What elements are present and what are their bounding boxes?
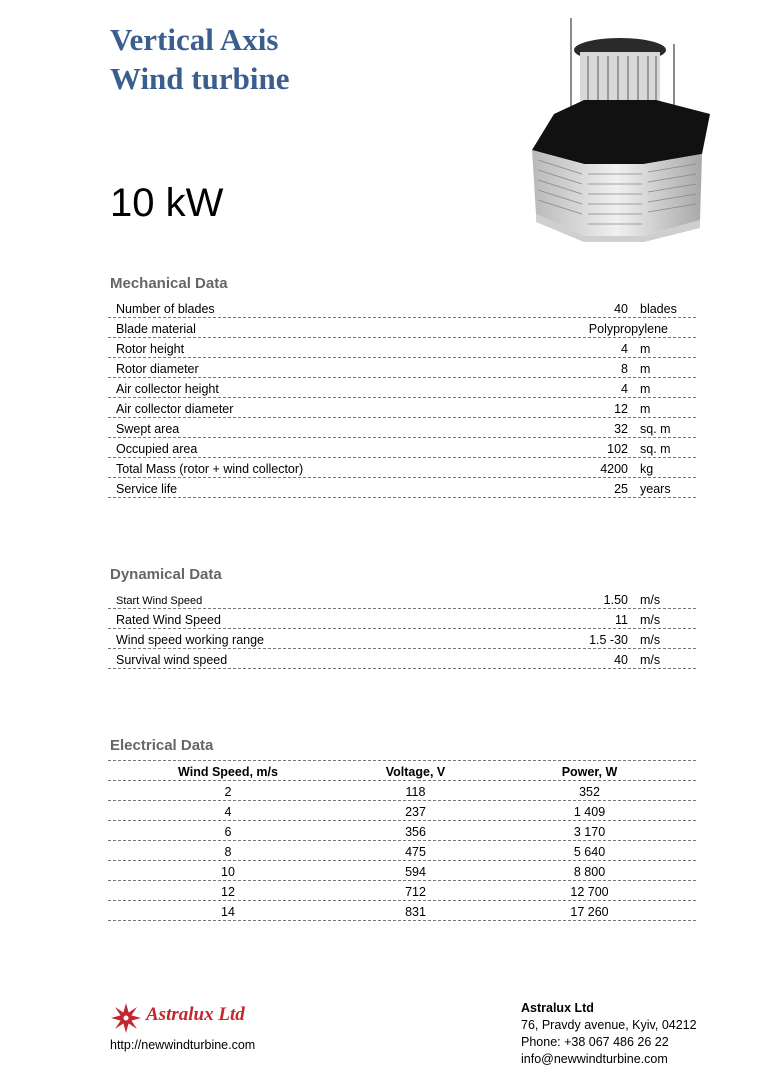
cell-voltage: 356 — [405, 825, 426, 839]
header-wind-speed: Wind Speed, m/s — [178, 765, 278, 779]
row-unit: m — [640, 362, 651, 376]
row-label: Blade material — [116, 322, 196, 336]
row-label: Number of blades — [116, 302, 215, 316]
table-row — [108, 318, 696, 338]
table-row — [108, 609, 696, 629]
row-label: Rated Wind Speed — [116, 613, 221, 627]
cell-wind-speed: 2 — [224, 785, 232, 799]
row-unit: m — [640, 382, 651, 396]
cell-voltage: 475 — [405, 845, 426, 859]
cell-wind-speed: 6 — [224, 825, 232, 839]
website-link[interactable]: http://newwindturbine.com — [110, 1038, 256, 1052]
table-row — [108, 438, 696, 458]
row-label: Rotor diameter — [116, 362, 199, 376]
electrical-title: Electrical Data — [110, 737, 214, 754]
row-label: Occupied area — [116, 442, 198, 456]
row-label: Start Wind Speed — [116, 595, 203, 607]
row-unit: m — [640, 342, 651, 356]
table-row — [108, 338, 696, 358]
cell-voltage: 237 — [405, 805, 426, 819]
table-header-row — [108, 761, 696, 781]
cell-wind-speed: 10 — [221, 865, 235, 879]
row-value: Polypropylene — [588, 322, 668, 336]
row-value: 102 — [607, 442, 628, 456]
mechanical-table — [108, 298, 696, 498]
row-label: Service life — [116, 482, 178, 496]
power-rating: 10 kW — [110, 181, 224, 225]
cell-power: 17 260 — [570, 905, 609, 919]
row-value: 40 — [614, 302, 628, 316]
contact-block — [521, 1000, 697, 1068]
table-row — [108, 901, 696, 921]
table-row — [108, 418, 696, 438]
row-unit: sq. m — [640, 442, 671, 456]
dynamical-title: Dynamical Data — [110, 566, 222, 583]
row-value: 8 — [621, 362, 628, 376]
company-name: Astralux Ltd — [521, 1001, 594, 1015]
row-value: 32 — [614, 422, 628, 436]
row-label: Air collector height — [116, 382, 219, 396]
cell-voltage: 831 — [405, 905, 426, 919]
turbine-illustration — [524, 14, 714, 242]
row-unit: years — [640, 482, 671, 496]
row-value: 4 — [621, 342, 628, 356]
row-value: 40 — [614, 653, 628, 667]
row-unit: m/s — [640, 613, 661, 627]
row-value: 25 — [614, 482, 628, 496]
company-address: 76, Pravdy avenue, Kyiv, 04212 — [521, 1018, 697, 1032]
table-row — [108, 378, 696, 398]
cell-power: 352 — [579, 785, 600, 799]
row-value: 1.5 -30 — [589, 633, 628, 647]
table-row — [108, 358, 696, 378]
row-unit: m/s — [640, 633, 661, 647]
cell-voltage: 712 — [405, 885, 426, 899]
cell-wind-speed: 14 — [221, 905, 235, 919]
table-row — [108, 861, 696, 881]
table-row — [108, 398, 696, 418]
row-label: Swept area — [116, 422, 180, 436]
cell-power: 8 800 — [573, 865, 606, 879]
table-row — [108, 298, 696, 318]
row-value: 1.50 — [603, 593, 628, 607]
table-row — [108, 781, 696, 801]
row-unit: m/s — [640, 593, 661, 607]
row-unit: sq. m — [640, 422, 671, 436]
row-label: Wind speed working range — [116, 633, 264, 647]
cell-wind-speed: 4 — [224, 805, 232, 819]
row-unit: kg — [640, 462, 654, 476]
cell-wind-speed: 8 — [224, 845, 232, 859]
row-label: Rotor height — [116, 342, 185, 356]
header-power: Power, W — [561, 765, 618, 779]
cell-voltage: 118 — [405, 785, 426, 799]
table-row — [108, 821, 696, 841]
table-row — [108, 458, 696, 478]
dynamical-table — [108, 589, 696, 669]
table-row — [108, 478, 696, 498]
table-row — [108, 801, 696, 821]
table-row — [108, 629, 696, 649]
title-line-1: Vertical Axis — [110, 22, 279, 57]
company-email[interactable]: info@newwindturbine.com — [521, 1052, 668, 1066]
row-value: 11 — [615, 613, 628, 627]
row-unit: m/s — [640, 653, 661, 667]
row-value: 4200 — [600, 462, 628, 476]
row-label: Survival wind speed — [116, 653, 228, 667]
title-line-2: Wind turbine — [110, 61, 290, 96]
table-row — [108, 881, 696, 901]
cell-power: 3 170 — [573, 825, 606, 839]
row-label: Air collector diameter — [116, 402, 234, 416]
row-unit: m — [640, 402, 651, 416]
page-title — [110, 20, 289, 98]
row-unit: blades — [640, 302, 677, 316]
cell-power: 5 640 — [573, 845, 606, 859]
mechanical-title: Mechanical Data — [110, 275, 228, 292]
row-value: 12 — [614, 402, 628, 416]
row-label: Total Mass (rotor + wind collector) — [116, 462, 304, 476]
cell-voltage: 594 — [405, 865, 426, 879]
row-value: 4 — [621, 382, 628, 396]
electrical-table — [108, 760, 696, 921]
table-row — [108, 841, 696, 861]
company-phone: Phone: +38 067 486 26 22 — [521, 1035, 669, 1049]
table-row — [108, 649, 696, 669]
cell-wind-speed: 12 — [221, 885, 235, 899]
cell-power: 12 700 — [570, 885, 609, 899]
header-voltage: Voltage, V — [385, 765, 446, 779]
table-row — [108, 589, 696, 609]
cell-power: 1 409 — [573, 805, 606, 819]
logo-text: Astralux Ltd — [146, 1004, 245, 1025]
